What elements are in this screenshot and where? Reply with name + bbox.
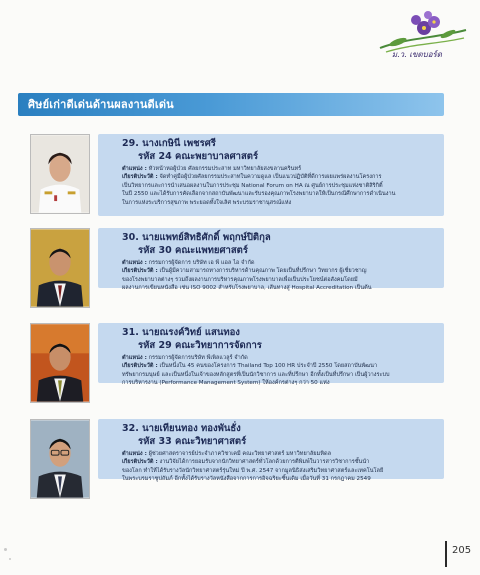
alumni-card xyxy=(98,419,444,483)
alumni-code: รหัส 24 คณะพยาบาลศาสตร์ xyxy=(138,151,259,162)
achievement-line: ในปี 2550 และได้รับการคัดเลือกจากสถาบันพัฒนาและรับรองคุณภาพโรงพยาบาลให้เป็นกรณีศึกษาการดำเนินงาน xyxy=(122,191,396,198)
alumni-card xyxy=(98,228,444,292)
achievement-line: ผลงานการเขียนหนังสือ เช่น ISO 9002 สำหรับโรงพยาบาล, เส้นทางสู่ Hospital Accreditation เป็นต้น xyxy=(122,285,372,292)
portrait-photo xyxy=(30,323,90,403)
position-text: ผู้ช่วยศาสตราจารย์ประจำภาควิชาเคมี คณะวิทยาศาสตร์ มหาวิทยาลัยมหิดล xyxy=(148,451,332,457)
achievement-line: จัดทำคู่มือผู้ป่วยศัลยกรรมประสาทในความดูแล เป็นแนวปฏิบัติที่ดีการเผยแพร่ผลงานโครงการ xyxy=(159,174,382,181)
alumni-code: รหัส 33 คณะวิทยาศาสตร์ xyxy=(138,436,247,447)
alumni-name: 31. นายณรงค์วิทย์ แสนทอง xyxy=(122,327,240,338)
achievement-line: เป็นผู้มีความสามารถทางการบริหารด้านคุณภาพ โดยเป็นที่ปรึกษา วิทยากร ผู้เชี่ยวชาญ xyxy=(159,268,367,275)
alumni-card xyxy=(98,134,444,216)
alumni-code: รหัส 30 คณะแพทยศาสตร์ xyxy=(138,245,248,256)
position-text: กรรมการผู้จัดการ บริษัท เอ พี แอล ไอ จำกัด xyxy=(148,260,255,266)
alumni-name: 30. นายแพทย์สิทธิศักดิ์ พฤกษ์ปิติกุล xyxy=(122,232,271,243)
page-number: 205 xyxy=(452,545,472,556)
achievement-line: การบริหารงาน (Performance Management System) ให้องค์กรต่างๆ กว่า 50 แห่ง xyxy=(122,380,330,387)
position-label: ตำแหน่ง : xyxy=(122,260,147,266)
achievement-label: เกียรติประวัติ : xyxy=(122,174,158,181)
scan-speck xyxy=(9,558,11,560)
achievement-label: เกียรติประวัติ : xyxy=(122,268,158,275)
portrait-photo xyxy=(30,228,90,308)
section-title: ศิษย์เก่าดีเด่นด้านผลงานดีเด่น xyxy=(18,93,444,116)
achievement-label: เกียรติประวัติ : xyxy=(122,459,158,466)
scan-speck xyxy=(4,548,7,551)
position-text: กรรมการผู้จัดการบริษัท พีเพิลแวลูร์ จำกัด xyxy=(148,355,248,361)
position-label: ตำแหน่ง : xyxy=(122,166,147,172)
position-label: ตำแหน่ง : xyxy=(122,355,147,361)
alumni-card xyxy=(98,323,444,387)
achievement-line: ทรัพยากรมนุษย์ และเป็นหนึ่งในเจ้าของหลักสูตรที่เป็นนักวิชาการ และที่ปรึกษา อีกทั้งเป็นที่ปรึกษา เป็นผู้วางระบบ xyxy=(122,371,390,378)
position-label: ตำแหน่ง : xyxy=(122,451,147,457)
portrait-photo xyxy=(30,134,90,214)
achievement-line: เป็นวิทยากรและการนำเสนอผลงานในการประชุม National Forum on HA ณ ศูนย์การประชุมแห่งชาติสิริกิติ์ xyxy=(122,182,383,189)
achievement-label: เกียรติประวัติ : xyxy=(122,363,158,370)
achievement-line: เป็นหนึ่งใน 45 คนของโครงการ Thailand Top 100 HR ประจำปี 2550 โดยสถาบันพัฒนา xyxy=(159,363,378,370)
achievement-line: งานวิจัยได้การยอมรับจากนักวิทยาศาสตร์ทั่วโลกด้วยการตีพิมพ์ในวารสารวิชาการชั้นนำ xyxy=(159,459,370,466)
alumni-code: รหัส 29 คณะวิทยาการจัดการ xyxy=(138,340,262,351)
achievement-line: ในพระบรมราชูปถัมภ์ อีกทั้งได้รับรางวัลหนังสือจากการการอิจฉริยะชิ้นเดิม เมื่อวันที่ 31 กรกฎาคม 2549 xyxy=(122,476,371,483)
achievement-line: ของโลก ทำให้ได้รับรางวัลนักวิทยาศาสตร์รุ่นใหม่ ปี พ.ศ. 2547 จากมูลนิธิส่งเสริมวิทยาศาสตร์และเทคโนโลยี xyxy=(122,467,384,474)
logo-text: ม.ว. เขตบอร์ด xyxy=(391,50,442,59)
alumni-name: 29. นางเกษินี เพชรศรี xyxy=(122,138,216,149)
position-text: หัวหน้าหอผู้ป่วย ศัลยกรรมประสาท มหาวิทยาลัยสงขลานครินทร์ xyxy=(148,166,302,172)
alumni-name: 32. นายเทียนทอง ทองพันธั่ง xyxy=(122,423,241,434)
achievement-line: ในการแห่งระบริการสุขภาพ พระยอดทั้งใจเลิศ พระบรมราชานุสรณ์แห่ง xyxy=(122,199,292,206)
portrait-photo xyxy=(30,419,90,499)
page-number-divider xyxy=(445,541,447,567)
achievement-line: ของโรงพยาบาลต่างๆ รวมถึงผลงานการบริหารคุณภาพโรงพยาบาลเพื่อเป็นประโยชน์ต่อสังคมโดยมี xyxy=(122,276,358,283)
